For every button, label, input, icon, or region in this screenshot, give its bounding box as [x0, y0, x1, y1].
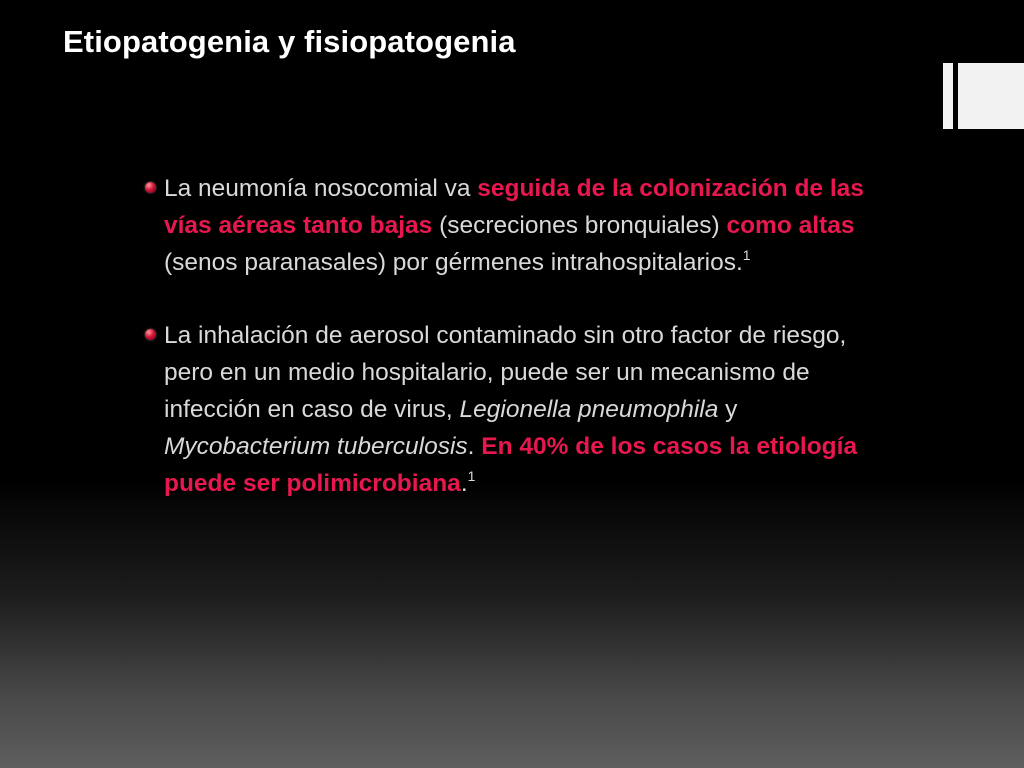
bullet-1-highlight-2: como altas [726, 212, 855, 239]
slide-title: Etiopatogenia y fisiopatogenia [63, 24, 516, 59]
bullet-2-text-4: . [460, 470, 468, 497]
bullet-sphere-icon [145, 182, 156, 193]
bullet-item-2 [140, 317, 900, 502]
bullet-1-text-1: La neumonía nosocomial va [164, 175, 478, 202]
corner-block [958, 63, 1024, 129]
bullet-1-text-3: (senos paranasales) por gérmenes intrahospitalarios. [164, 249, 743, 276]
bullet-2-text-1: La inhalación de aerosol contaminado sin otro factor de riesgo, pero en un medio hospitalario, puede ser un mecanismo de infección en caso de virus, [164, 322, 847, 423]
bullet-1-reference: 1 [742, 247, 751, 263]
bullet-2-text-3: . [467, 433, 482, 460]
corner-bar [943, 63, 953, 129]
bullet-2-italic-2: Mycobacterium tuberculosis [164, 433, 468, 460]
bullet-sphere-icon [145, 329, 156, 340]
bullet-2-highlight-1: En 40% de los casos la etiología puede ser polimicrobiana [164, 433, 858, 497]
slide-body [140, 170, 900, 538]
bullet-2-italic-1: Legionella pneumophila [459, 396, 719, 423]
bullet-item-1 [140, 170, 900, 281]
bullet-1-highlight-1: seguida de la colonización de las vías aéreas tanto bajas [164, 175, 864, 239]
corner-decoration [943, 63, 1024, 129]
bullet-2-text-2: y [718, 396, 738, 423]
bullet-1-text-2: (secreciones bronquiales) [432, 212, 727, 239]
bullet-2-reference: 1 [467, 468, 476, 484]
